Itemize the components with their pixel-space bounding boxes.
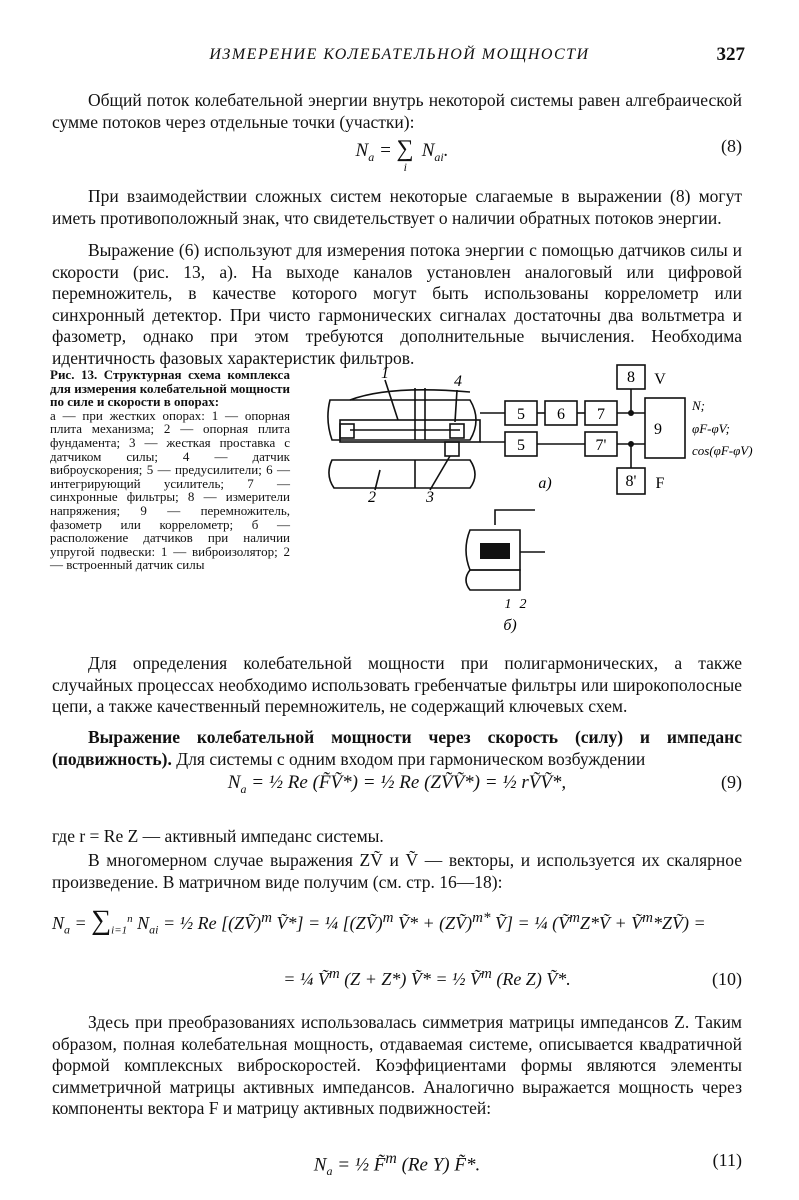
label-7-prime: 7' [595, 437, 607, 454]
label-4: 4 [454, 373, 462, 390]
label-5: 5 [517, 406, 525, 423]
block-9 [645, 398, 685, 458]
page-number: 327 [716, 44, 745, 65]
output-N: N; [692, 398, 705, 413]
subfigure-b-label: б) [503, 617, 517, 634]
paragraph-2: При взаимодействии сложных систем некоторые слагаемые в выражении (8) могут иметь противоположный знак, что свидетельствует о наличии обратных потоков энергии. [52, 186, 742, 228]
section-heading: Выражение колебательной мощности через скорость (силу) и импеданс (подвижность). [52, 727, 742, 769]
paragraph-5 [52, 727, 742, 770]
paragraph-7: В многомерном случае выражения ZṼ и Ṽ — векторы, и используется их скалярное произведение. В матричном виде получим (см. стр. 16—18): [52, 850, 742, 892]
equation-11: $N_a$ = ½ F̃$^т$ (Re Y) F̃*. (11) [313, 1150, 742, 1179]
equation-number: (11) [712, 1150, 742, 1170]
label-8: 8 [627, 369, 635, 386]
block-diagram-figure [320, 360, 780, 640]
label-V: V [654, 371, 666, 388]
output-cos: cos(φF-φV) [692, 443, 753, 458]
subfigure-a-label: а) [538, 475, 552, 492]
foundation-plate [329, 460, 475, 488]
equation-number: (8) [721, 136, 742, 156]
label-3: 3 [426, 489, 434, 506]
paragraph-6: где r = Re Z — активный импеданс системы. [52, 826, 384, 846]
paragraph-1: Общий поток колебательной энергии внутрь некоторой системы равен алгебраической сумме потоков через отдельные точки (участки): [52, 90, 742, 132]
caption-title: Рис. 13. Структурная схема комплекса для измерения колебательной мощности по силе и скорости в опорах: [50, 367, 290, 410]
output-phase-diff: φF-φV; [692, 421, 730, 436]
label-F: F [655, 475, 665, 492]
paragraph-3: Выражение (6) используют для измерения потока энергии с помощью датчиков силы и скорости (рис. 13, а). На выходе каналов установлен аналоговый или цифровой перемножитель, в качестве которого могут быть использованы коррелометр или синхронный детектор. При чисто гармонических сигналах достаточны два вольтметра и фазометр, однако при этом требуются дополнительные вычисления. Необходима идентичность фазовых характеристик фильтров. [52, 240, 742, 368]
figure-caption [50, 368, 290, 572]
equation-number: (10) [712, 969, 742, 989]
label-b2: 2 [519, 597, 527, 612]
label-9: 9 [654, 421, 662, 438]
label-2: 2 [368, 489, 376, 506]
label-6: 6 [557, 406, 565, 423]
label-8-prime: 8' [625, 473, 637, 490]
equation-8: $N_a = \sum_i$ $N_{ai}$. (8) [355, 136, 742, 174]
paragraph-8: Здесь при преобразованиях использовалась симметрия матрицы импедансов Z. Таким образом, полная колебательная мощность, отдаваемая системе, описывается квадратичной формой комплексных виброскоростей. Коэффициентами формы являются элементы симметричной матрицы активных импедансов. Аналогично выражается мощность через компоненты вектора F и матрицу активных подвижностей: [52, 1012, 742, 1118]
label-7: 7 [597, 406, 605, 423]
equation-number: (9) [721, 772, 742, 792]
label-5-lower: 5 [517, 437, 525, 454]
paragraph-4: Для определения колебательной мощности при полигармонических, а также случайных процессах необходимо использовать гребенчатые фильтры или широкополосные цепи, а также качественный перемножитель, не содержащий ключевых схем. [52, 653, 742, 716]
label-1: 1 [381, 365, 389, 382]
equation-10: $N_a = \sum_{i=1}^n$ $N_{ai}$ = ½ Re [(ZṼ)$^т$ Ṽ*] = ¼ [(ZṼ)$^т$ Ṽ* + (ZṼ)$^{т*}$ Ṽ] = ¼ (Ṽ$^т$Z*Ṽ + Ṽ$^т$*ZṼ) = = ¼ Ṽ$^т$ (Z + Z*) Ṽ* = ½ Ṽ$^т$ (Re Z) Ṽ*. (10) [52, 905, 742, 989]
caption-body: а — при жестких опорах: 1 — опорная плита механизма; 2 — опорная плита фундамента; 3 — жесткая проставка с датчиком силы; 4 — датчик виброускорения; 5 — предусилители; 6 — интегрирующий усилитель; 7 — синхронные фильтры; 8 — измерители напряжения; 9 — перемножитель, фазометр или коррелометр; б — расположение датчиков при наличии упругой подвески: 1 — виброизолятор; 2 — встроенный датчик силы [50, 407, 290, 573]
running-header: ИЗМЕРЕНИЕ КОЛЕБАТЕЛЬНОЙ МОЩНОСТИ [209, 46, 590, 63]
equation-9: $N_a$ = ½ Re (F̃Ṽ*) = ½ Re (ZṼṼ*) = ½ rṼṼ*, (9) [227, 772, 742, 796]
label-b1: 1 [504, 597, 512, 612]
paragraph-5-text: Для системы с одним входом при гармоническом возбуждении [171, 748, 646, 769]
